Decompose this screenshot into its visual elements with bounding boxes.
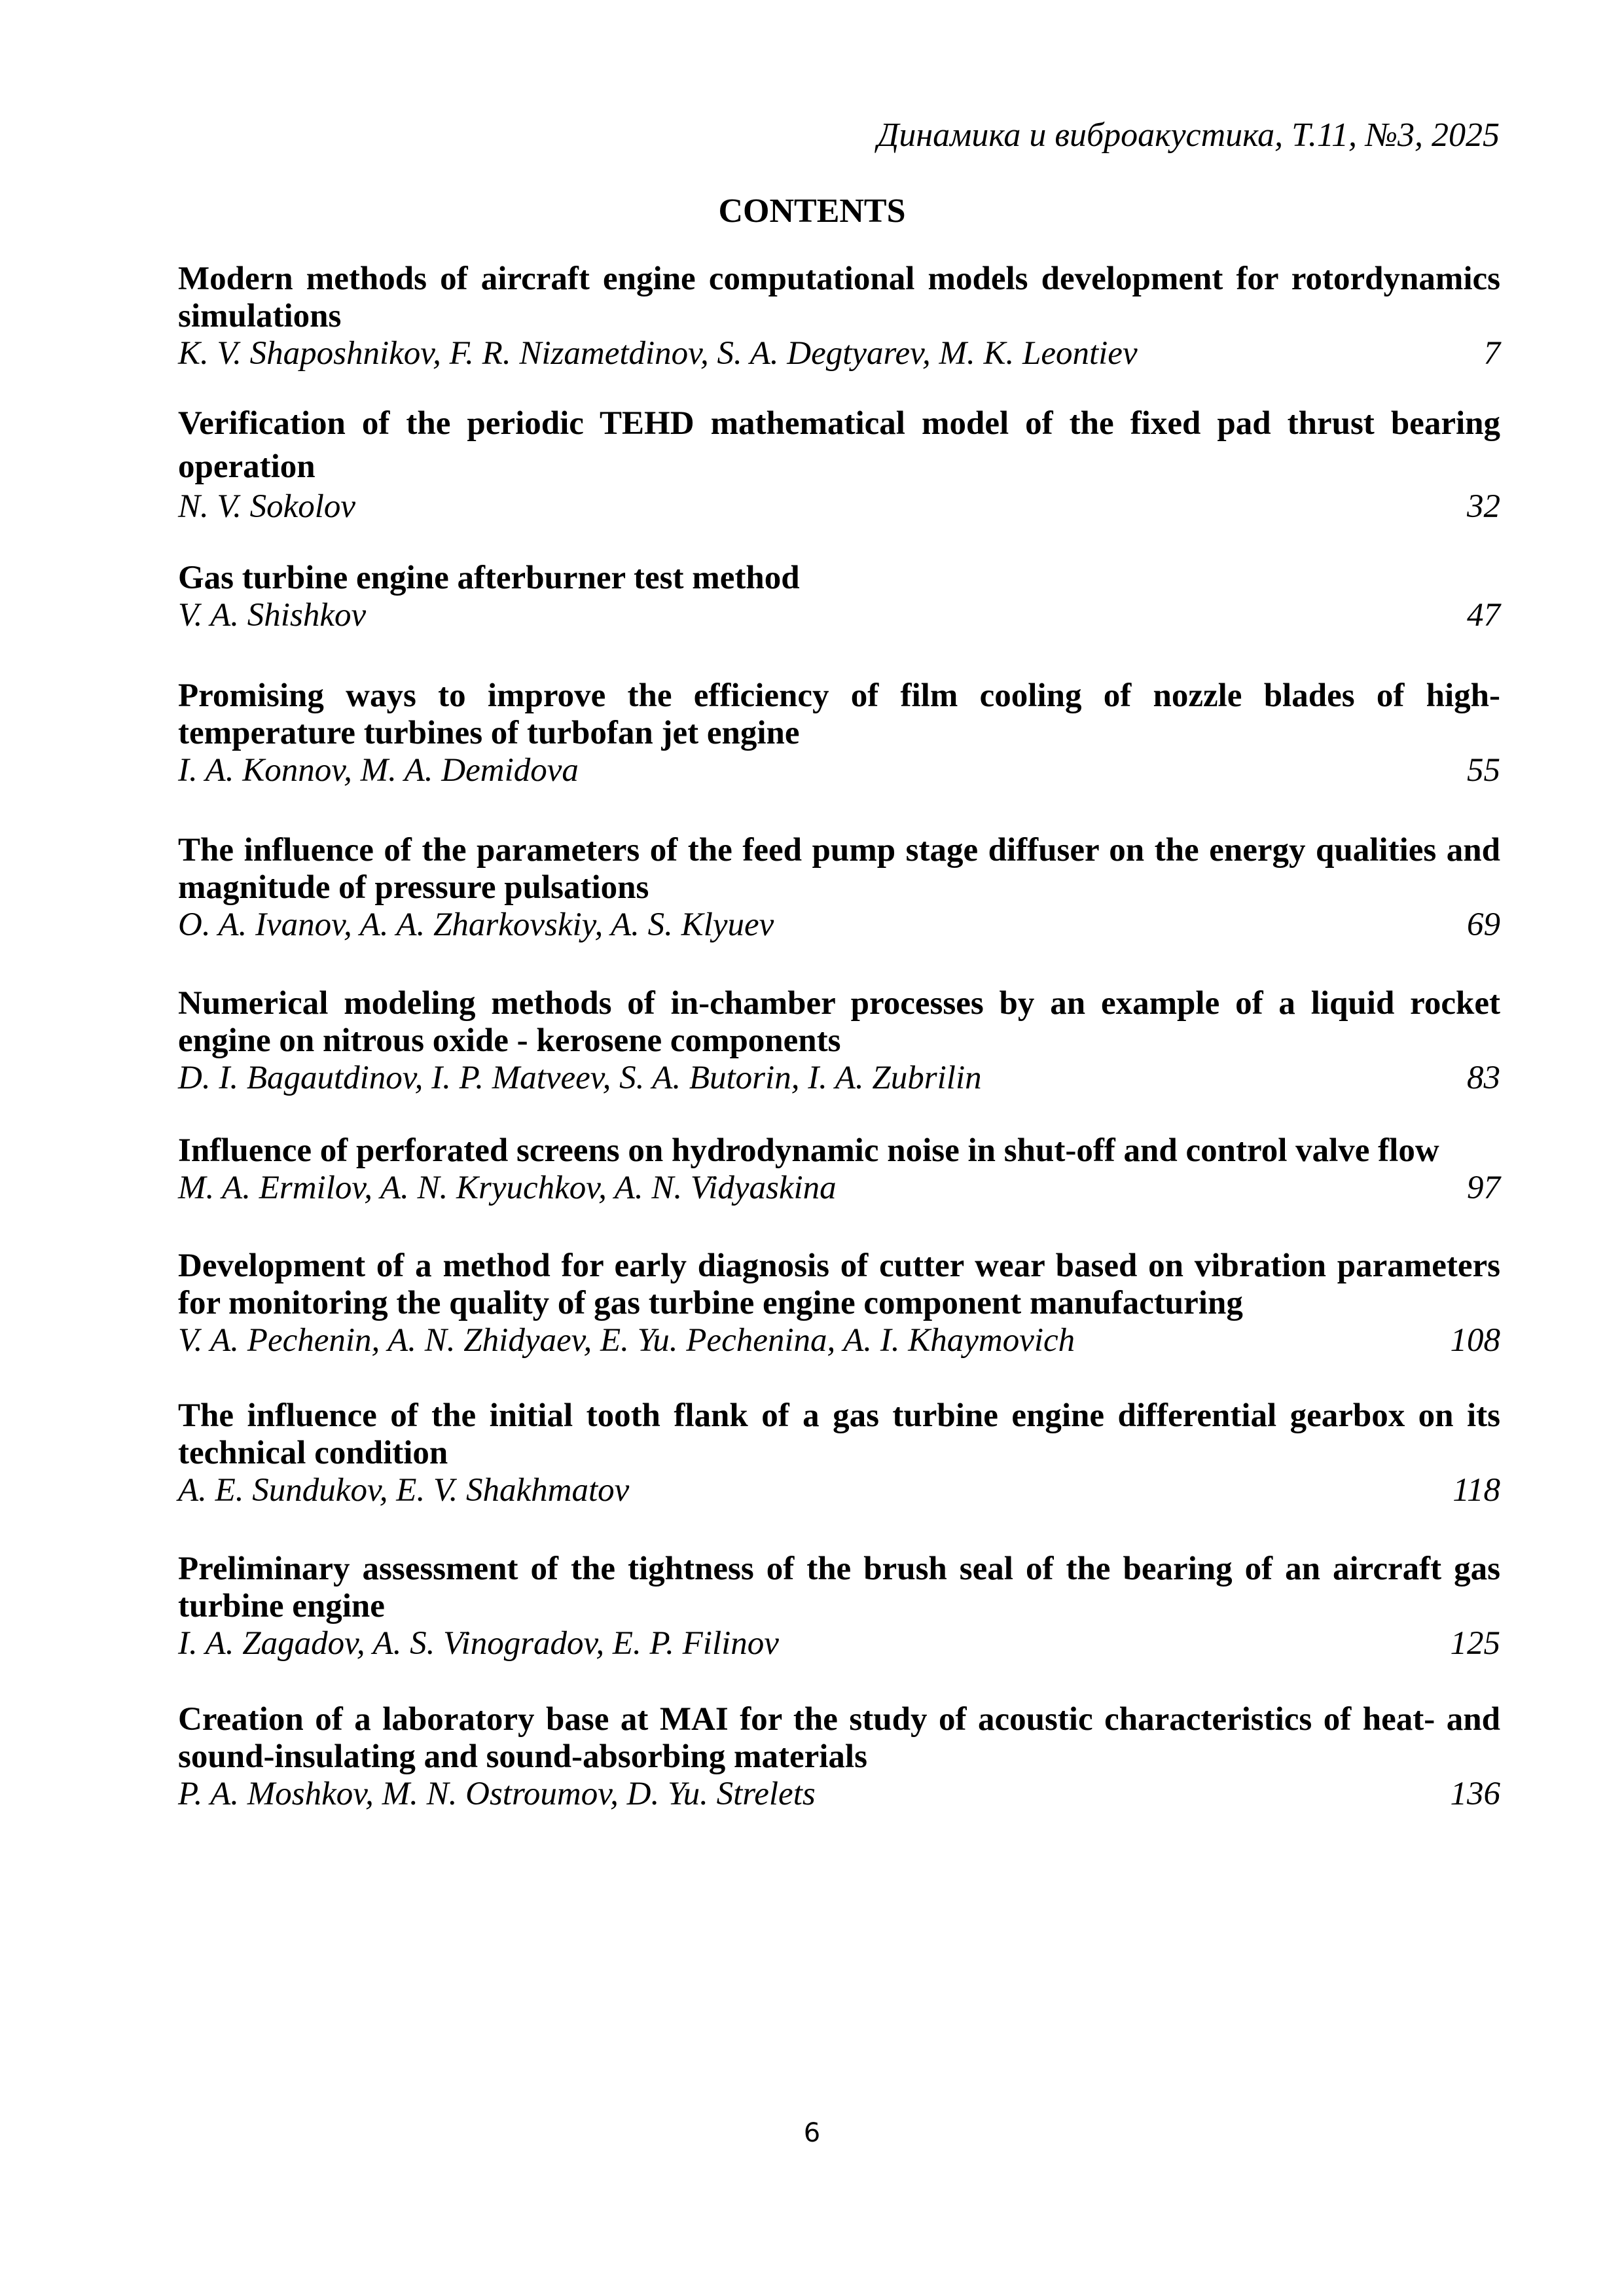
article-page: 32 — [1467, 488, 1500, 525]
contents-heading: CONTENTS — [718, 192, 906, 230]
article-page: 136 — [1450, 1776, 1500, 1812]
toc-entry — [178, 1551, 1500, 1662]
journal-header: Динамика и виброакустика, Т.11, №3, 2025 — [877, 117, 1500, 154]
article-title: The influence of the parameters of the feed pump stage diffuser on the energy qualities and magnitude of pressure pulsations — [178, 832, 1500, 906]
toc-entry — [178, 260, 1500, 372]
article-title: Gas turbine engine afterburner test method — [178, 560, 800, 596]
toc-entry — [178, 1247, 1500, 1359]
article-title: The influence of the initial tooth flank of a gas turbine engine differential gearbox on its technical condition — [178, 1397, 1500, 1471]
article-page: 47 — [1467, 597, 1500, 634]
toc-entry — [178, 1701, 1500, 1813]
article-title: Promising ways to improve the efficiency of film cooling of nozzle blades of high-temperature turbines of turbofan jet engine — [178, 677, 1500, 751]
article-page: 108 — [1450, 1322, 1500, 1359]
article-authors-row — [178, 597, 1500, 634]
toc-entry — [178, 985, 1500, 1097]
article-authors-row — [178, 1776, 1500, 1813]
article-authors: D. I. Bagautdinov, I. P. Matveev, S. A. Butorin, I. A. Zubrilin — [178, 1060, 982, 1096]
article-authors: M. A. Ermilov, A. N. Kryuchkov, A. N. Vidyaskina — [178, 1170, 837, 1206]
article-authors-row — [178, 1170, 1500, 1207]
toc-entry — [178, 402, 1500, 526]
article-authors-row — [178, 906, 1500, 944]
toc-entry — [178, 1132, 1500, 1207]
article-page: 69 — [1467, 906, 1500, 943]
toc-entry — [178, 560, 1500, 634]
article-authors-row — [178, 335, 1500, 372]
article-authors: K. V. Shaposhnikov, F. R. Nizametdinov, S. A. Degtyarev, M. K. Leontiev — [178, 335, 1138, 372]
article-authors: N. V. Sokolov — [178, 488, 356, 525]
article-page: 118 — [1453, 1472, 1500, 1509]
article-title: Preliminary assessment of the tightness of the brush seal of the bearing of an aircraft gas turbine engine — [178, 1551, 1500, 1624]
article-title: Verification of the periodic TEHD mathematical model of the fixed pad thrust bearing operation — [178, 405, 1500, 485]
toc-entry — [178, 1397, 1500, 1509]
article-authors: I. A. Zagadov, A. S. Vinogradov, E. P. Filinov — [178, 1625, 779, 1662]
article-authors: V. A. Shishkov — [178, 597, 367, 634]
article-authors: A. E. Sundukov, E. V. Shakhmatov — [178, 1472, 630, 1509]
article-authors-row — [178, 1625, 1500, 1662]
article-authors: I. A. Konnov, M. A. Demidova — [178, 752, 579, 789]
article-page: 55 — [1467, 752, 1500, 789]
article-page: 7 — [1483, 335, 1500, 372]
article-title: Numerical modeling methods of in-chamber processes by an example of a liquid rocket engine on nitrous oxide - kerosene components — [178, 985, 1500, 1059]
article-title: Creation of a laboratory base at MAI for the study of acoustic characteristics of heat- and sound-insulating and sound-absorbing materials — [178, 1701, 1500, 1775]
article-authors: O. A. Ivanov, A. A. Zharkovskiy, A. S. Klyuev — [178, 906, 774, 943]
article-authors-row — [178, 1060, 1500, 1097]
article-authors-row — [178, 488, 1500, 526]
article-authors: V. A. Pechenin, A. N. Zhidyaev, E. Yu. Pechenina, A. I. Khaymovich — [178, 1322, 1075, 1359]
article-authors-row — [178, 1322, 1500, 1359]
article-page: 97 — [1467, 1170, 1500, 1206]
article-authors-row — [178, 752, 1500, 789]
article-authors: P. A. Moshkov, M. N. Ostroumov, D. Yu. Strelets — [178, 1776, 816, 1812]
article-title: Influence of perforated screens on hydrodynamic noise in shut-off and control valve flow — [178, 1132, 1439, 1169]
article-title: Modern methods of aircraft engine computational models development for rotordynamics simulations — [178, 260, 1500, 334]
article-authors-row — [178, 1472, 1500, 1509]
article-page: 125 — [1450, 1625, 1500, 1662]
toc-entry — [178, 677, 1500, 789]
article-title: Development of a method for early diagnosis of cutter wear based on vibration parameters for monitoring the quality of gas turbine engine component manufacturing — [178, 1247, 1500, 1321]
toc-entry — [178, 832, 1500, 944]
page-number: 6 — [803, 2118, 821, 2148]
article-page: 83 — [1467, 1060, 1500, 1096]
